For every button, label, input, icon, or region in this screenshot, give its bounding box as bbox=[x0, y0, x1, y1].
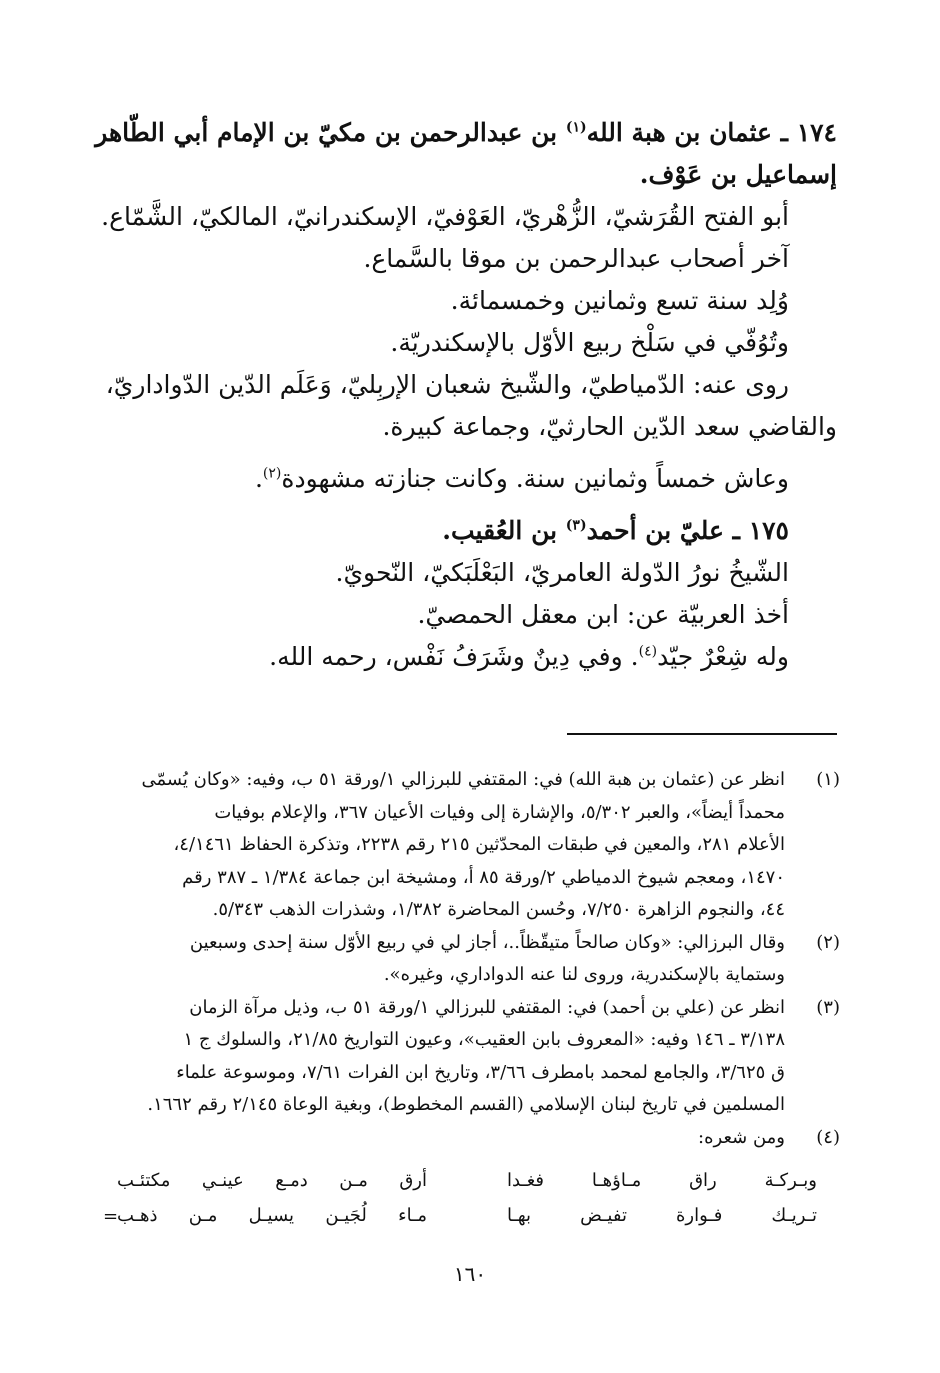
entry-174-line: أبو الفتح القُرَشيّ، الزُّهْريّ، العَوْفيّ، الإسكندرانيّ، المالكيّ، الشَّمّاع. bbox=[101, 202, 789, 231]
footnote-line: انظر عن (علي بن أحمد) في: المقتفي للبرزالي ١/ورقة ٥١ ب، وذيل مرآة الزمان bbox=[189, 996, 785, 1018]
main-text bbox=[95, 112, 837, 678]
verse-second-hemistich: أرق مـن دمـع عينـي مكتئـب bbox=[117, 1170, 427, 1191]
footnote-line: المسلمين في تاريخ لبنان الإسلامي (القسم المخطوط)، وبغية الوعاة ٢/١٤٥ رقم ١٦٦٢. bbox=[147, 1094, 785, 1115]
closing-end: . وفي دِينٌ وشَرَفُ نَفْس، رحمه الله. bbox=[269, 642, 639, 671]
footnote-number: (٣) bbox=[816, 996, 840, 1018]
entry-174-line: وتُوُفّي في سَلْخ ربيع الأوّل بالإسكندريّة. bbox=[390, 328, 789, 357]
footnote-body bbox=[100, 764, 785, 927]
footnote-line: انظر عن (عثمان بن هبة الله) في: المقتفي للبرزالي ١/ورقة ٥١ ب، وفيه: «وكان يُسمّى bbox=[141, 769, 785, 790]
entry-175-line: أخذ العربيّة عن: ابن معقل الحمصيّ. bbox=[417, 600, 789, 629]
footnote bbox=[100, 927, 840, 992]
footnotes bbox=[100, 764, 840, 1154]
footnote-body bbox=[100, 992, 785, 1122]
footnote-line: الأعلام ٢٨١، والمعين في طبقات المحدّثين ٢١٥ رقم ٢٢٣٨، وتذكرة الحفاظ ٤/١٤٦١، bbox=[173, 834, 785, 855]
page-number: ١٦٠ bbox=[453, 1262, 487, 1286]
footnote-number: (٤) bbox=[816, 1126, 840, 1148]
entry-name-continued: بن العُقيب. bbox=[442, 516, 558, 545]
entry-number: ١٧٤ bbox=[796, 118, 837, 147]
footnote-line: ٣/١٣٨ ـ ١٤٦ وفيه: «المعروف بابن العقيب»، وعيون التواريخ ٢١/٨٥، والسلوك ج ١ bbox=[183, 1029, 785, 1050]
verse-first-hemistich: تـريـك فـوارة تفيـض بهـا bbox=[507, 1205, 817, 1226]
closing-text: وله شِعْرٌ جيّد bbox=[657, 642, 789, 671]
entry-175-line: الشّيخُ نورُ الدّولة العامريّ، البَعْلَبَكيّ، النّحويّ. bbox=[335, 558, 789, 587]
entry-175-closing bbox=[102, 636, 837, 678]
entry-number: ١٧٥ bbox=[748, 516, 789, 545]
entry-174-closing bbox=[102, 458, 837, 500]
footnote-line: ١٤٧٠، ومعجم شيوخ الدمياطي ٢/ورقة ٨٥ أ، ومشيخة ابن جماعة ١/٣٨٤ ـ ٣٨٧ رقم bbox=[182, 866, 785, 888]
footnote-body bbox=[100, 927, 785, 992]
entry-174-line: آخر أصحاب عبدالرحمن بن موقا بالسَّماع. bbox=[363, 244, 789, 273]
poem bbox=[117, 1163, 817, 1233]
entry-name: عليّ بن أحمد bbox=[586, 516, 724, 545]
footnote-line: ق ٣/٦٢٥، والجامع لمحمد بامطرف ٣/٦٦، وتاريخ ابن الفرات ٧/٦١، وموسوعة علماء bbox=[176, 1061, 785, 1083]
footnote-ref: (٣) bbox=[565, 517, 587, 534]
verse-second-hemistich: مـاء لُجَيـن يسيـل مـن ذهـب bbox=[117, 1205, 427, 1226]
footnote-line: ٤٤، والنجوم الزاهرة ٧/٢٥٠، وحُسن المحاضرة ١/٣٨٢، وشذرات الذهب ٥/٣٤٣. bbox=[212, 899, 785, 920]
footnote-separator bbox=[567, 733, 837, 735]
closing-end: . bbox=[254, 464, 263, 493]
poem-verse bbox=[117, 1198, 817, 1233]
entry-175-heading: ١٧٥ ـ عليّ بن أحمد$^{(٣)}$ بن العُقيب. bbox=[442, 516, 789, 545]
entry-174-line: والقاضي سعد الدّين الحارثيّ، وجماعة كبيرة. bbox=[382, 412, 837, 441]
poem-verse bbox=[117, 1163, 817, 1198]
footnote-line: ومن شعره: bbox=[698, 1126, 785, 1148]
footnote-line: وستماية بالإسكندرية، وروى لنا عنه الدواداري، وغيره». bbox=[383, 964, 785, 985]
entry-174-heading: ١٧٤ ـ عثمان بن هبة الله$^{(١)}$ بن عبدالرحمن بن مكيّ بن الإمام أبي الطّاهر bbox=[95, 118, 837, 147]
entry-174-heading-line2: إسماعيل بن عَوْف. bbox=[639, 160, 837, 189]
entry-174-line: وُلِد سنة تسع وثمانين وخمسمائة. bbox=[450, 286, 789, 315]
continued-mark: = bbox=[103, 1206, 119, 1227]
footnote-body bbox=[100, 1122, 785, 1155]
verse-first-hemistich: وبـركـة راق مـاؤهـا فغـدا bbox=[507, 1170, 817, 1191]
closing-text: وعاش خمساً وثمانين سنة. وكانت جنازته مشهودة bbox=[281, 464, 789, 493]
footnote-line: محمداً أيضاً»، والعبر ٥/٣٠٢، والإشارة إلى وفيات الأعيان ٣٦٧، والإعلام بوفيات bbox=[214, 801, 785, 823]
entry-174-line: روى عنه: الدّمياطيّ، والشّيخ شعبان الإربِليّ، وَعَلَم الدّين الدّواداريّ، bbox=[105, 370, 789, 399]
footnote-ref: (١) bbox=[565, 119, 587, 136]
footnote bbox=[100, 1122, 840, 1155]
footnote-line: وقال البرزالي: «وكان صالحاً متيقّظاً..، أجاز لي في ربيع الأوّل سنة إحدى وسبعين bbox=[189, 931, 785, 953]
footnote bbox=[100, 764, 840, 927]
footnote-number: (٢) bbox=[816, 931, 840, 953]
footnote bbox=[100, 992, 840, 1122]
footnote-ref: (٢) bbox=[262, 465, 282, 482]
entry-name-continued: بن عبدالرحمن بن مكيّ بن الإمام أبي الطّاهر bbox=[95, 118, 558, 147]
footnote-ref: (٤) bbox=[638, 643, 658, 660]
entry-name: عثمان بن هبة الله bbox=[586, 118, 772, 147]
footnote-number: (١) bbox=[816, 769, 840, 790]
